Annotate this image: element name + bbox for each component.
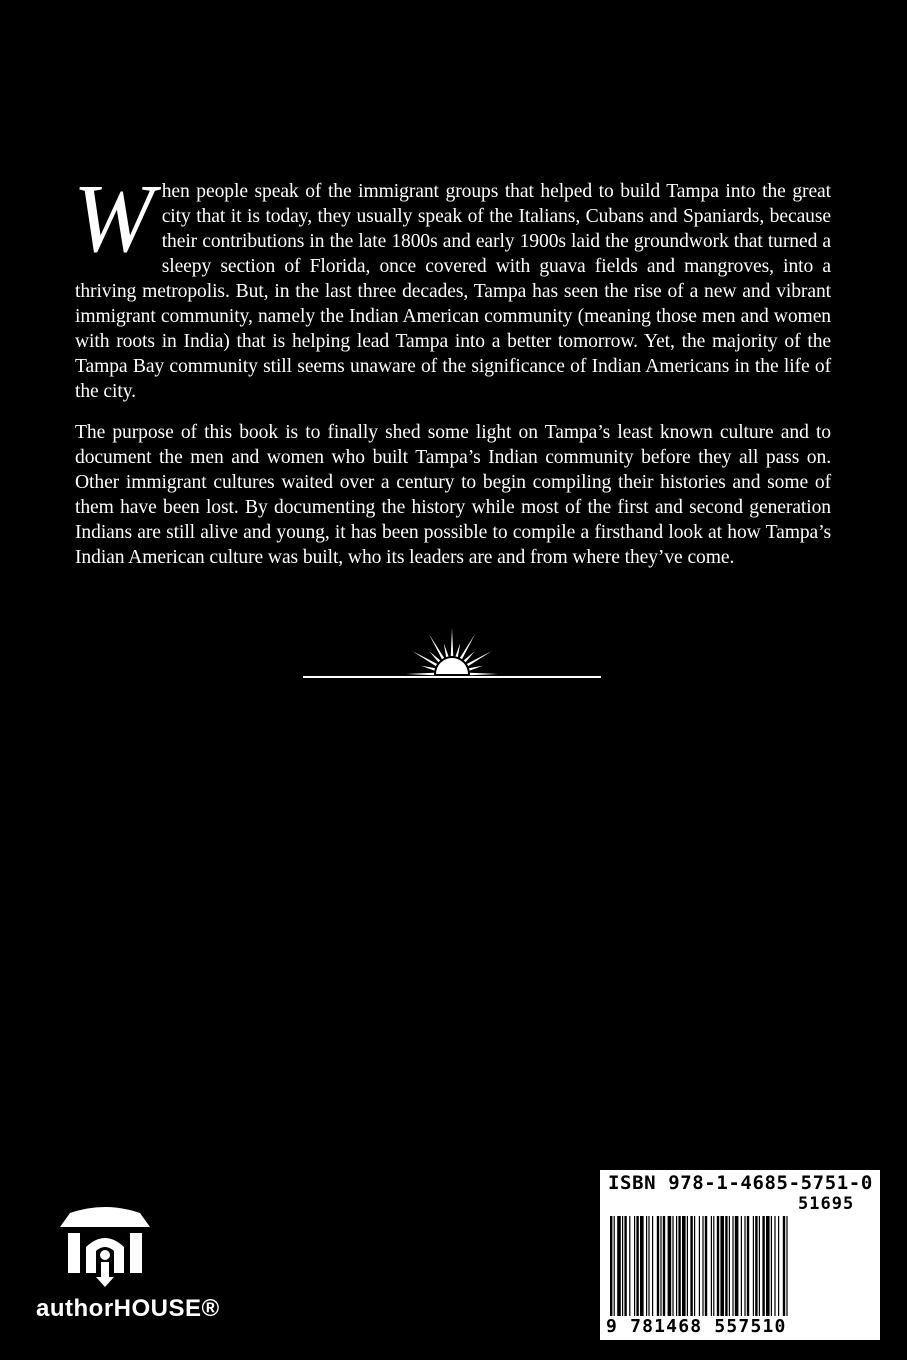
back-cover-blurb	[73, 165, 831, 586]
blurb-paragraph-1	[73, 165, 831, 404]
drop-cap: W	[73, 165, 154, 272]
blurb-paragraph-2: The purpose of this book is to finally shed some light on Tampa’s least known culture and to document the men and women who built Tampa’s Indian community before they all pass on. Other immigrant cultures waited over a century to begin compiling their histories and some of them have been lost. By documenting the history while most of the first and second generation Indians are still alive and young, it has been possible to compile a firsthand look at how Tampa’s Indian American culture was built, who its leaders are and from where they’ve come.	[75, 422, 831, 568]
sunburst-rule-icon	[303, 624, 601, 682]
ean-digits: 9 781468 557510	[606, 1316, 787, 1337]
isbn-barcode	[600, 1170, 880, 1340]
isbn-label: ISBN 978-1-4685-5751-0	[608, 1172, 873, 1194]
publisher-name: authorHOUSE®	[36, 1295, 220, 1322]
barcode-bars	[610, 1216, 872, 1316]
barcode-addon-number: 51695	[798, 1194, 855, 1214]
blurb-paragraph-1-text: hen people speak of the immigrant groups that helped to build Tampa into the great city that it is today, they usually speak of the Italians, Cubans and Spaniards, because their contributions in the late 1800s and early 1900s laid the groundwork that turned a sleepy section of Florida, once covered with guava fields and mangroves, into a thriving metropolis. But, in the last three decades, Tampa has seen the rise of a new and vibrant immigrant community, namely the Indian American community (meaning those men and women with roots in India) that is helping lead Tampa into a better tomorrow. Yet, the majority of the Tampa Bay community still seems unaware of the significance of Indian Americans in the life of the city.	[75, 181, 831, 402]
